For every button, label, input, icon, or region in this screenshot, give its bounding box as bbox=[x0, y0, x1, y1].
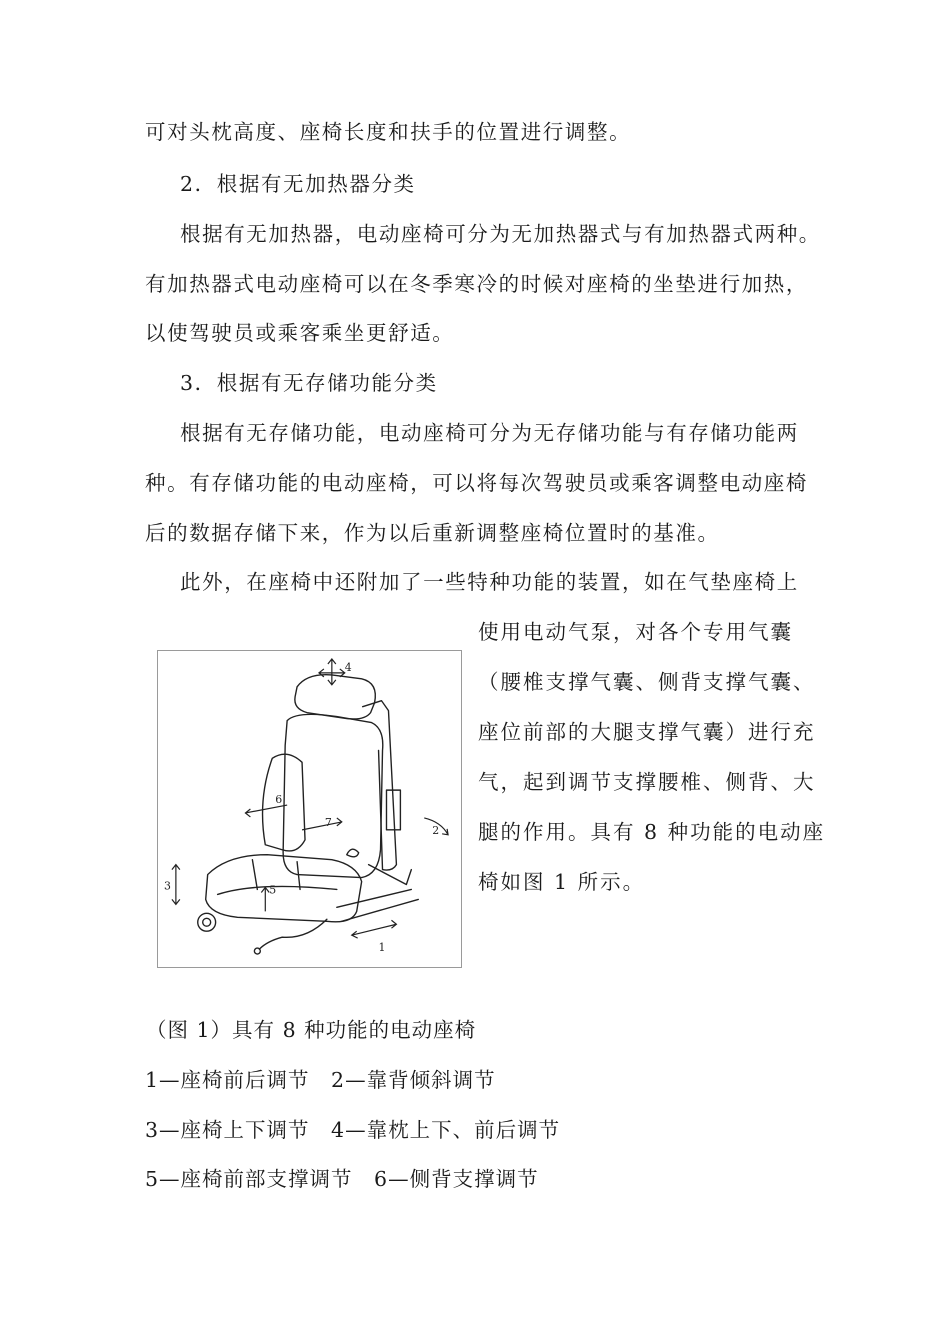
wrapped-line: （腰椎支撑气囊、侧背支撑气囊、 bbox=[478, 670, 816, 694]
paragraph-line: 此外，在座椅中还附加了一些特种功能的装置，如在气垫座椅上 bbox=[180, 570, 799, 594]
paragraph-line: 可对头枕高度、座椅长度和扶手的位置进行调整。 bbox=[145, 120, 632, 144]
wrapped-line: 腿的作用。具有 8 种功能的电动座 bbox=[478, 820, 826, 844]
seat-figure bbox=[157, 650, 462, 968]
paragraph-line: 以使驾驶员或乘客乘坐更舒适。 bbox=[145, 321, 455, 345]
wrapped-line: 座位前部的大腿支撑气囊）进行充 bbox=[478, 720, 816, 744]
figure-label-1: 1 bbox=[378, 941, 386, 955]
figure-label-2: 2 bbox=[432, 823, 440, 837]
paragraph-line: 种。有存储功能的电动座椅，可以将每次驾驶员或乘客调整电动座椅 bbox=[145, 471, 808, 495]
backrest-shape bbox=[283, 714, 383, 877]
wrapped-line: 气，起到调节支撑腰椎、侧背、大 bbox=[478, 770, 816, 794]
side-panel-shape bbox=[363, 701, 397, 870]
cushion-shape bbox=[206, 855, 362, 922]
wrapped-line: 椅如图 1 所示。 bbox=[478, 870, 646, 894]
figure-label-3: 3 bbox=[163, 879, 171, 893]
paragraph-line: 后的数据存储下来，作为以后重新调整座椅位置时的基准。 bbox=[145, 521, 720, 545]
legend-line-3: 5—座椅前部支撑调节 6—侧背支撑调节 bbox=[145, 1167, 539, 1191]
legend-line-1: 1—座椅前后调节 2—靠背倾斜调节 bbox=[145, 1068, 496, 1092]
paragraph-line: 根据有无存储功能，电动座椅可分为无存储功能与有存储功能两 bbox=[180, 421, 799, 445]
wrapped-line: 使用电动气泵，对各个专用气囊 bbox=[478, 620, 793, 644]
seat-illustration bbox=[158, 651, 461, 967]
legend-line-2: 3—座椅上下调节 4—靠枕上下、前后调节 bbox=[145, 1118, 561, 1142]
figure-label-4: 4 bbox=[344, 660, 352, 674]
paragraph-line: 有加热器式电动座椅可以在冬季寒冷的时候对座椅的坐垫进行加热， bbox=[145, 272, 808, 296]
figure-label-7: 7 bbox=[324, 815, 332, 829]
section-heading-3: 3．根据有无存储功能分类 bbox=[180, 371, 438, 395]
figure-caption: （图 1）具有 8 种功能的电动座椅 bbox=[146, 1018, 477, 1042]
figure-label-5: 5 bbox=[269, 883, 277, 897]
section-heading-2: 2．根据有无加热器分类 bbox=[180, 172, 416, 196]
paragraph-line: 根据有无加热器，电动座椅可分为无加热器式与有加热器式两种。 bbox=[180, 222, 821, 246]
figure-label-6: 6 bbox=[275, 793, 283, 807]
